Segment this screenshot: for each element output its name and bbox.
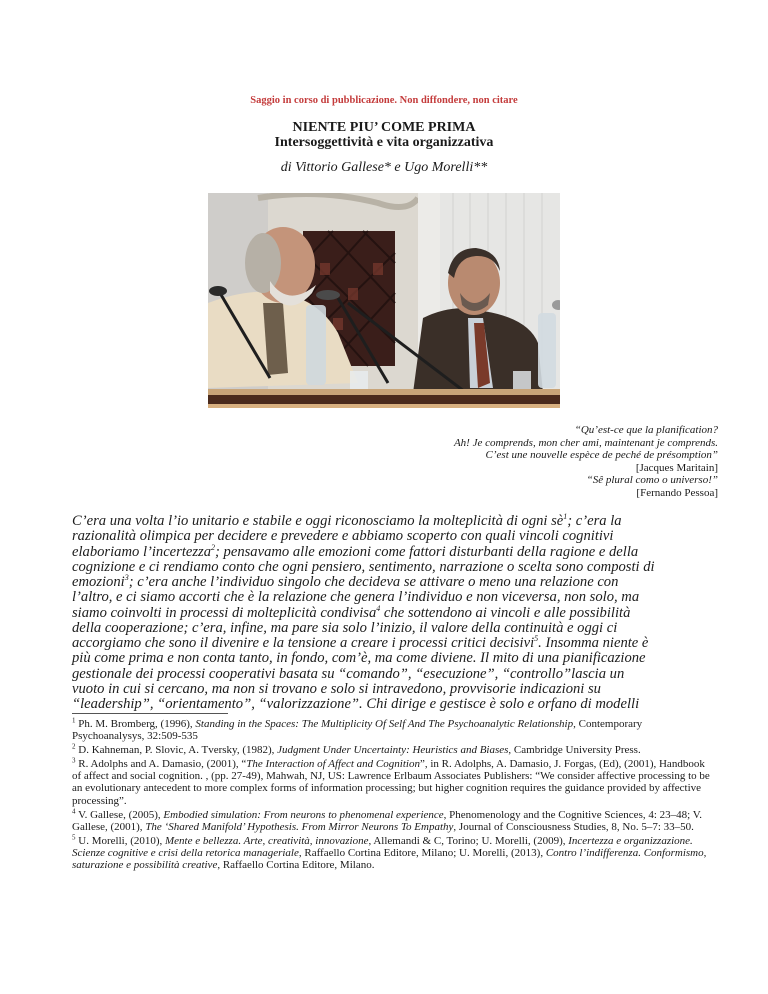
footnote-3 [72,758,712,807]
footnote-text: Ph. M. Bromberg, (1996), [78,718,196,730]
body-line [72,529,732,544]
body-line-text: C’era una volta l’io unitario e stabile e oggi riconosciamo la molteplicità di ogni sè [72,513,564,529]
body-line [72,682,732,697]
body-line [72,697,732,712]
footnote-text: , Raffaello Cortina Editore, Milano; U. Morelli, (2013), [298,846,546,859]
body-line [72,514,732,529]
footnote-number: 5 [72,833,76,842]
footnote-separator [72,713,228,714]
footnote-text: D. Kahneman, P. Slovic, A. Tversky, (1982), [78,744,278,757]
body-line-text: accorgiamo che sono il divenire e la tensione a creare i processi critici decisivi [72,635,535,651]
footnote-work-title: Judgment Under Uncertainty: Heuristics and Biases [277,744,509,757]
footnote-number: 2 [72,742,76,751]
footnote-text: ”, in R. Adolphs, A. Damasio, J. Forgas, (Ed), (2001), Handbook of affect and social cognition. , (pp. 27-49), Mahwah, NJ, US: Lawrence Erlbaum Associates Publishers: “We consider affective processing to be an evolutionary antecedent to more complex forms of information processing; but higher cognition requires the guidance provided by affective processing”. [72,757,710,807]
footnote-text: U. Morelli, (2010), [78,834,166,847]
body-line [72,636,732,651]
footnote-text: , Raffaello Cortina Editore, Milano. [217,859,375,872]
footnote-number: 1 [72,716,76,725]
epigraph-line: Ah! Je comprends, mon cher ami, maintenant je comprends. [453,436,718,449]
body-line-text: più come prima e non conta tanto, in fondo, com’è, ma come diviene. Il mito di una pianificazione [72,650,646,667]
body-line-text: che sottendono ai vincoli e alle possibilità [380,604,631,621]
body-line-text: cognizione e ci rendiamo conto che ogni pensiero, sentimento, narrazione o scelta sono composti di [72,558,655,575]
body-line [72,621,732,636]
footnote-2 [72,744,712,756]
body-line-text: gestionale dei processi cooperativi basata su “comando”, “esecuzione”, “controllo”lascia un [72,665,625,682]
conference-photo-illustration [208,193,560,408]
footnote-4 [72,806,712,834]
body-line-text: emozioni [72,574,125,590]
body-line-text: “leadership”, “orientamento”, “valorizzazione”. Chi dirige e gestisce è solo e orfano di modelli [72,696,640,712]
footnote-text: , Allemandi & C, Torino; U. Morelli, (2009), [368,834,569,847]
document-subtitle: Intersoggettività e vita organizzativa [274,135,494,150]
body-line-text: vuoto in cui si cercano, ma non si trovano e solo si intravedono, provvisorie indicazioni su [72,680,601,697]
footnote-reference[interactable]: 1 [563,512,568,522]
body-line-text: siamo coinvolti in processi di molteplicità condivisa [72,604,377,621]
footnote-text: , Cambridge University Press. [508,744,641,757]
body-line [72,603,732,621]
body-line-text: ; c’era anche l’individuo singolo che decideva se attivare o meno una relazione con [128,574,619,590]
authors-line: di Vittorio Gallese* e Ugo Morelli** [280,160,488,175]
body-line-text: . Insomma niente è [538,635,649,651]
footnote-work-title: The ‘Shared Manifold’ Hypothesis. From Mirror Neurons To Empathy [145,820,454,833]
footnote-5 [72,835,712,872]
footnote-reference[interactable]: 2 [211,542,216,552]
body-line [72,651,732,666]
footnotes-section [72,718,712,873]
footnote-work-title: The Interaction of Affect and Cognition [246,757,420,770]
body-line [72,590,732,605]
footnote-reference[interactable]: 3 [124,573,129,583]
footnote-number: 4 [72,806,76,815]
footnote-work-title: Standing in the Spaces: The Multiplicity Of Self And The Psychoanalytic Relationship [195,718,574,730]
footnote-text: , Contemporary Psychoanalysys, 32:509-535 [72,718,643,743]
distribution-notice: Saggio in corso di pubblicazione. Non diffondere, non citare [250,95,518,106]
footnote-text: , Phenomenology and the Cognitive Sciences, 4: 23–48; V. Gallese, (2001), [72,808,703,833]
document-title: NIENTE PIU’ COME PRIMA [292,120,476,135]
conference-photo [208,193,560,408]
body-line-text: elaboriamo l’incertezza [72,543,212,560]
epigraph-attribution: [Jacques Maritain] [635,461,718,474]
footnote-work-title: Incertezza e organizzazione. Scienze cognitive e crisi della retorica manageriale [72,834,693,859]
body-line [72,575,732,590]
body-line-text: ; c’era la [567,513,622,529]
epigraph-line: C’est une nouvelle espèce de peché de présomption” [485,449,718,461]
epigraph-line: “Qu’est-ce que la planification? [574,424,718,436]
body-line-text: razionalità olimpica per decidere e prevedere e abbiamo scoperto con quali vincoli cognitivi [72,528,614,545]
body-line-text: della cooperazione; c’era, infine, ma pare sia solo l’inizio, il valore della continuità e oggi ci [72,619,618,636]
epigraph-maritain [454,424,718,474]
footnote-1 [72,718,712,743]
body-line [72,542,732,560]
footnote-work-title: Contro l’indifferenza. Conformismo, saturazione e possibilità creative [72,846,707,872]
footnote-text: V. Gallese, (2005), [78,808,164,821]
footnote-text: R. Adolphs and A. Damasio, (2001), “ [78,757,247,770]
body-line-text: l’altro, e ci siamo accorti che è la relazione che genera l’individuo e non viceversa, non solo, ma [72,589,640,606]
footnote-reference[interactable]: 4 [376,603,381,613]
body-line [72,560,732,575]
epigraph-attribution: [Fernando Pessoa] [636,486,718,499]
epigraph-line: “Sê plural como o universo!” [586,474,718,486]
footnote-number: 3 [72,756,76,765]
epigraph-pessoa [587,474,718,499]
footnote-work-title: Embodied simulation: From neurons to phenomenal experience [163,808,444,821]
body-line-text: ; pensavamo alle emozioni come fattori disturbanti della ragione e della [215,543,639,560]
body-line [72,667,732,682]
footnote-work-title: Mente e bellezza. Arte, creatività, innovazione [165,834,369,847]
body-paragraph [72,514,732,712]
footnote-reference[interactable]: 5 [534,634,539,644]
footnote-text: , Journal of Consciousness Studies, 8, No. 5–7: 33–50. [453,820,694,833]
